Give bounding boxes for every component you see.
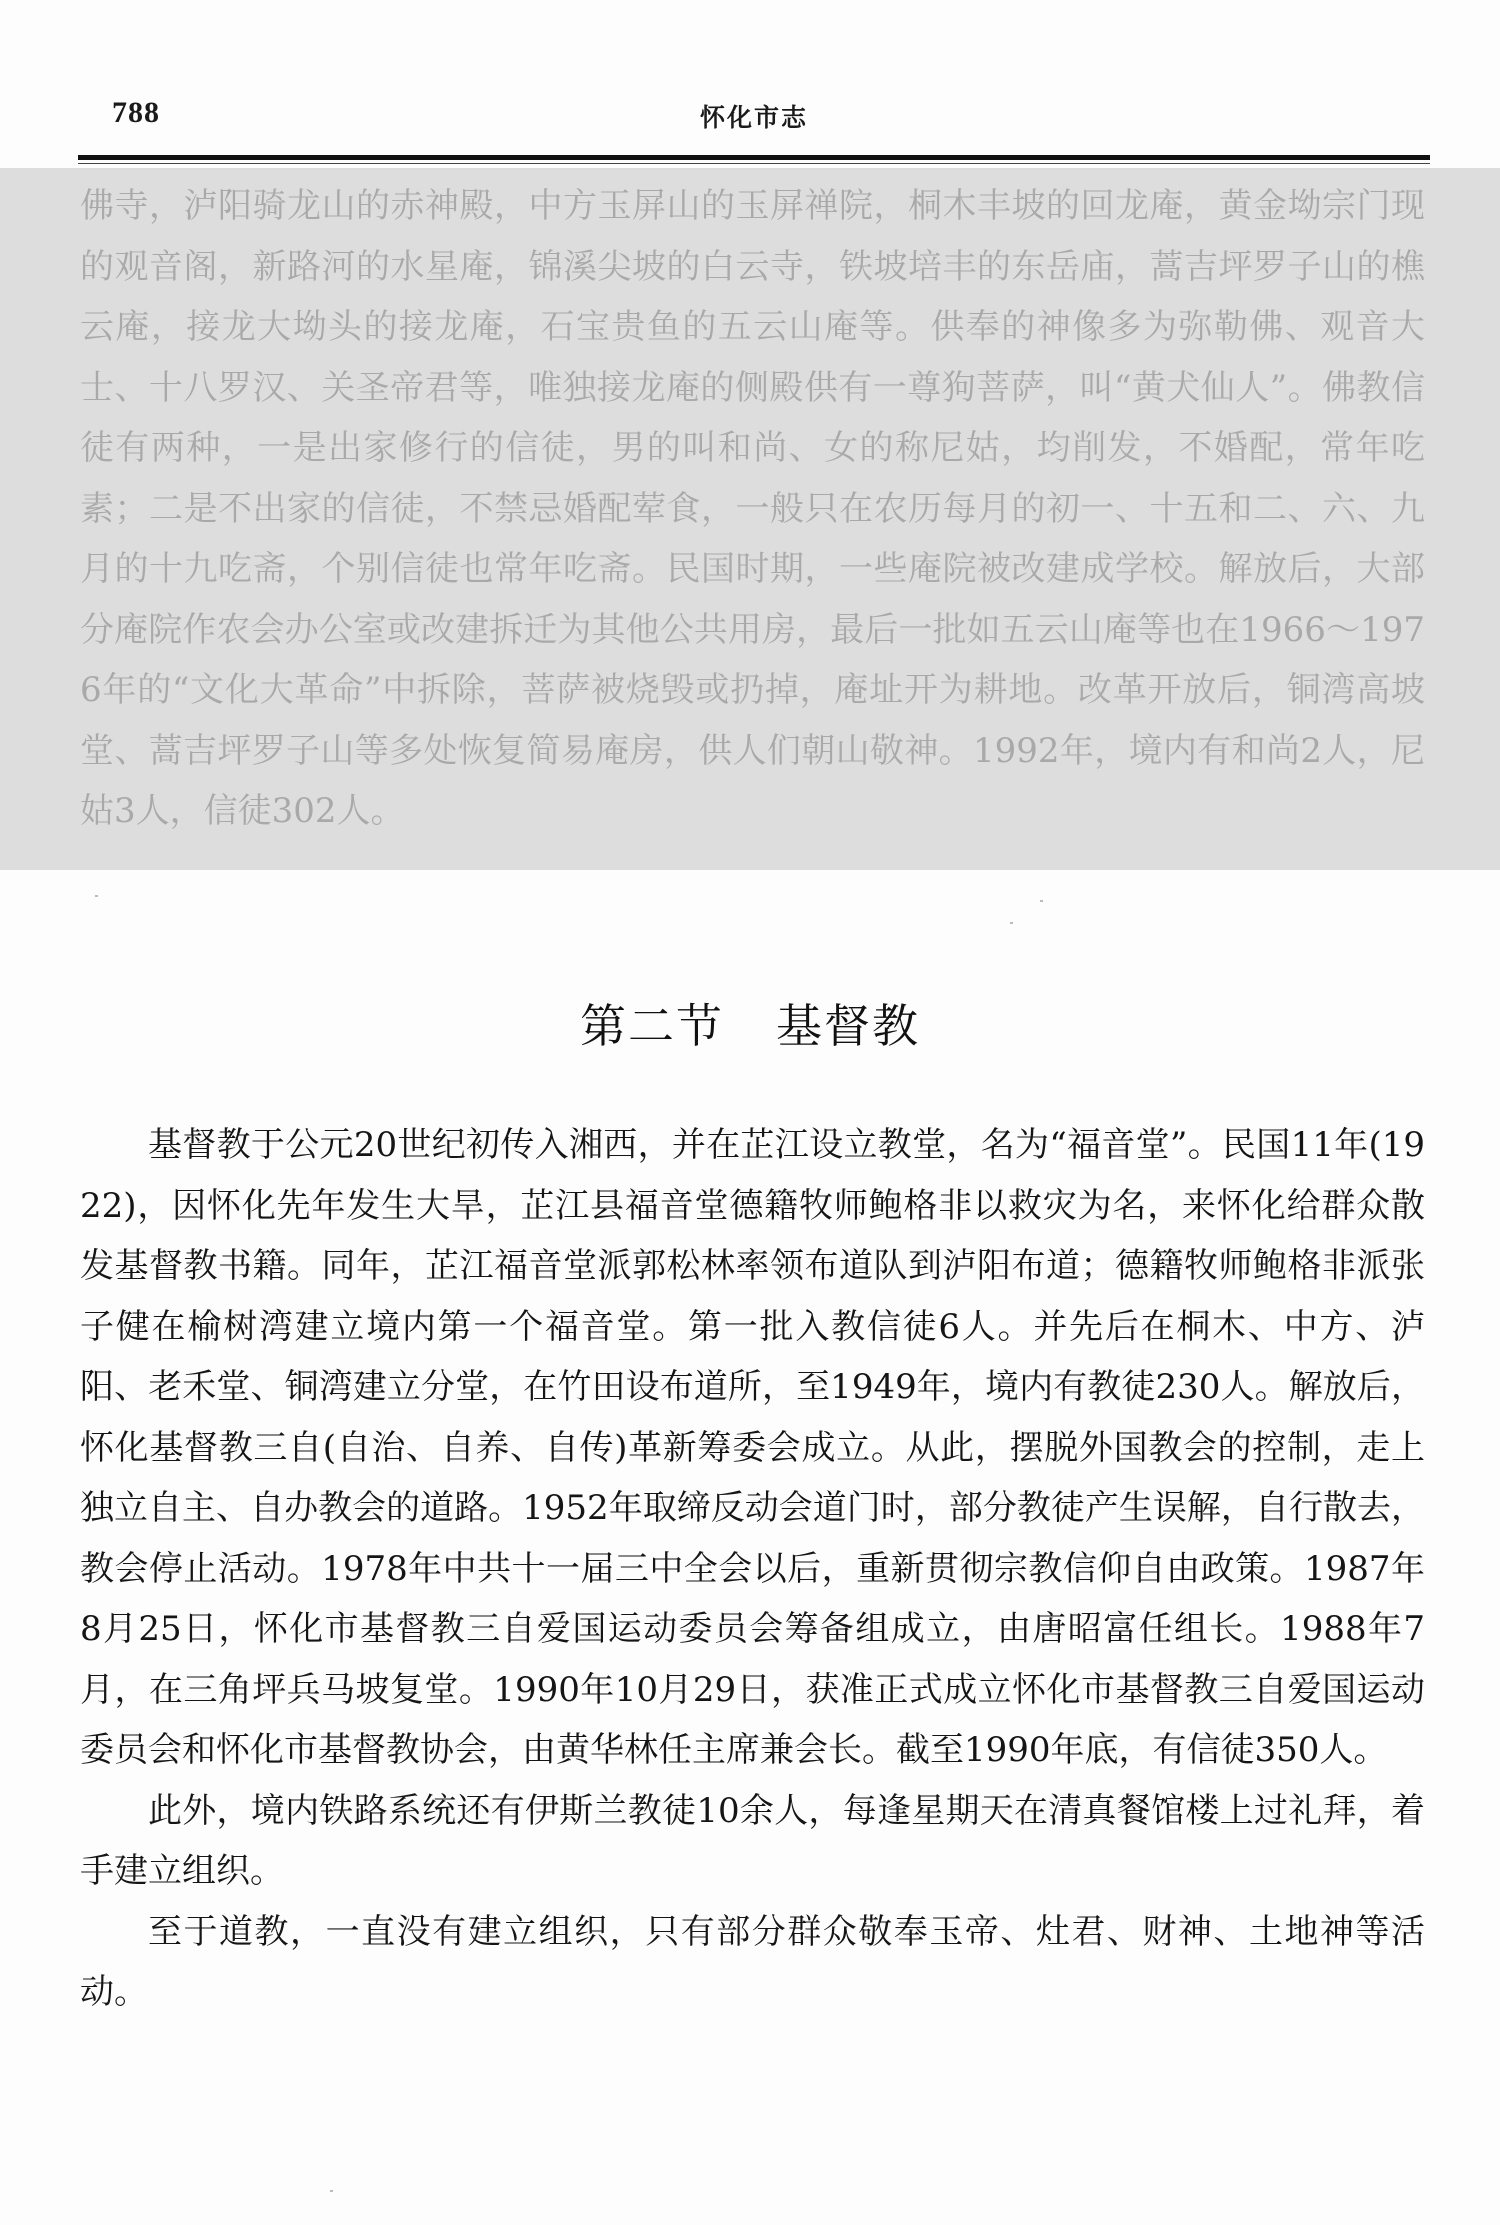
book-title: 怀化市志 — [699, 103, 808, 132]
section-name: 基督教 — [776, 999, 920, 1053]
faded-paragraph-block — [0, 168, 1500, 870]
running-header — [78, 88, 1430, 148]
scan-speck — [1040, 900, 1043, 902]
scan-speck — [330, 2190, 333, 2192]
body-text — [80, 1115, 1425, 2023]
header-rule-thin — [78, 163, 1430, 164]
section-title — [0, 990, 1500, 1056]
scan-speck — [95, 895, 98, 897]
faded-paragraph: 佛寺，泸阳骑龙山的赤神殿，中方玉屏山的玉屏禅院，桐木丰坡的回龙庵，黄金坳宗门现的观音阁，新路河的水星庵，锦溪尖坡的白云寺，铁坡培丰的东岳庙，蒿吉坪罗子山的樵云庵，接龙大坳头的接龙庵，石宝贵鱼的五云山庵等。供奉的神像多为弥勒佛、观音大士、十八罗汉、关圣帝君等，唯独接龙庵的侧殿供有一尊狗菩萨，叫“黄犬仙人”。佛教信徒有两种，一是出家修行的信徒，男的叫和尚、女的称尼姑，均削发，不婚配，常年吃素；二是不出家的信徒，不禁忌婚配荤食，一般只在农历每月的初一、十五和二、六、九月的十九吃斋，个别信徒也常年吃斋。民国时期，一些庵院被改建成学校。解放后，大部分庵院作农会办公室或改建拆迁为其他公共用房，最后一批如五云山庵等也在1966～1976年的“文化大革命”中拆除，菩萨被烧毁或扔掉，庵址开为耕地。改革开放后，铜湾高坡堂、蒿吉坪罗子山等多处恢复简易庵房，供人们朝山敬神。1992年，境内有和尚2人，尼姑3人，信徒302人。 — [80, 186, 1425, 831]
section-number: 第二节 — [580, 999, 724, 1053]
page-number: 788 — [112, 96, 160, 129]
paragraph-islam: 此外，境内铁路系统还有伊斯兰教徒10余人，每逢星期天在清真餐馆楼上过礼拜，着手建立组织。 — [80, 1790, 1425, 1891]
header-rule — [78, 155, 1430, 160]
scan-speck — [1010, 922, 1013, 924]
paragraph-christianity: 基督教于公元20世纪初传入湘西，并在芷江设立教堂，名为“福音堂”。民国11年(1922)，因怀化先年发生大旱，芷江县福音堂德籍牧师鲍格非以救灾为名，来怀化给群众散发基督教书籍。同年，芷江福音堂派郭松林率领布道队到泸阳布道；德籍牧师鲍格非派张子健在榆树湾建立境内第一个福音堂。第一批入教信徒6人。并先后在桐木、中方、泸阳、老禾堂、铜湾建立分堂，在竹田设布道所，至1949年，境内有教徒230人。解放后，怀化基督教三自(自治、自养、自传)革新筹委会成立。从此，摆脱外国教会的控制，走上独立自主、自办教会的道路。1952年取缔反动会道门时，部分教徒产生误解，自行散去，教会停止活动。1978年中共十一届三中全会以后，重新贯彻宗教信仰自由政策。1987年8月25日，怀化市基督教三自爱国运动委员会筹备组成立，由唐昭富任组长。1988年7月，在三角坪兵马坡复堂。1990年10月29日，获准正式成立怀化市基督教三自爱国运动委员会和怀化市基督教协会，由黄华林任主席兼会长。截至1990年底，有信徒350人。 — [80, 1125, 1425, 1770]
paragraph-taoism: 至于道教，一直没有建立组织，只有部分群众敬奉玉帝、灶君、财神、土地神等活动。 — [80, 1911, 1425, 2012]
